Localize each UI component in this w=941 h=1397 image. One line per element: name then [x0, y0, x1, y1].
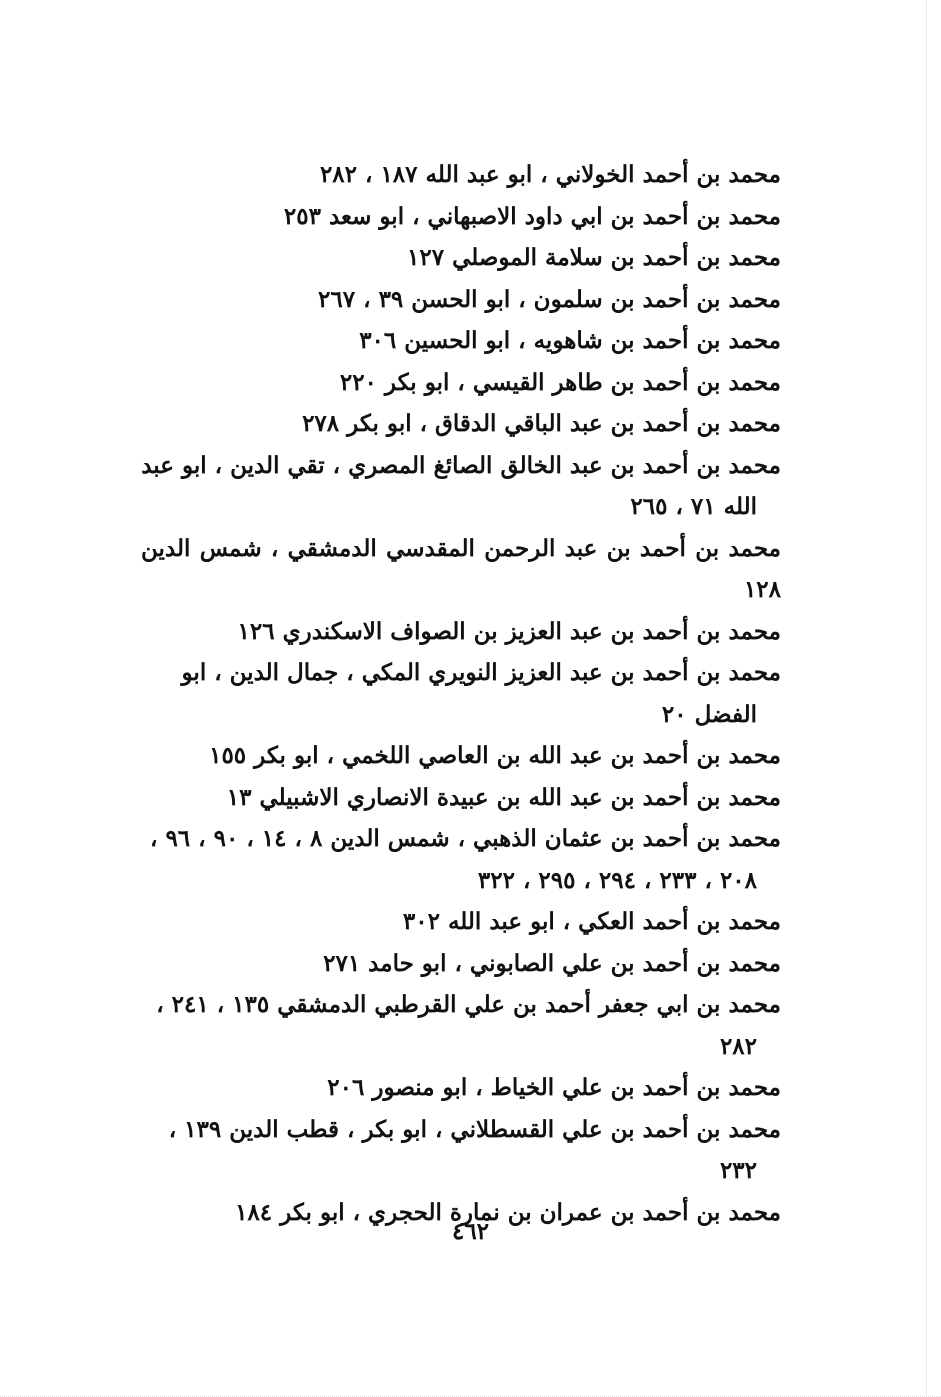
entry-text: محمد بن أحمد بن عبد الباقي الدقاق ، ابو بكر ٢٧٨ — [302, 410, 781, 437]
index-entry — [141, 777, 781, 819]
index-entry — [141, 1067, 781, 1109]
entry-text: محمد بن أحمد بن سلمون ، ابو الحسن ٣٩ ، ٢٦٧ — [318, 285, 781, 313]
entry-text: محمد بن ابي جعفر أحمد بن علي القرطبي الدمشقي ١٣٥ ، ٢٤١ ، — [156, 991, 781, 1018]
index-entry — [141, 901, 781, 943]
entry-text: محمد بن أحمد بن عثمان الذهبي ، شمس الدين ٨ ، ١٤ ، ٩٠ ، ٩٦ ، — [150, 825, 781, 852]
index-entry — [141, 984, 781, 1067]
entry-continuation: ٢٨٢ — [719, 1032, 757, 1060]
entry-text: محمد بن أحمد العكي ، ابو عبد الله ٣٠٢ — [402, 908, 781, 935]
index-entry — [141, 196, 781, 238]
index-entry — [141, 1109, 781, 1192]
entry-continuation: الفضل ٢٠ — [661, 700, 757, 728]
margin-dotted-line — [924, 0, 927, 1397]
index-entry — [141, 362, 781, 404]
entry-text: محمد بن أحمد بن سلامة الموصلي ١٢٧ — [407, 244, 781, 271]
index-entry — [141, 735, 781, 777]
entry-text: محمد بن أحمد بن عبد الله بن العاصي اللخمي ، ابو بكر ١٥٥ — [209, 742, 781, 769]
index-entry — [141, 943, 781, 985]
entry-text: محمد بن أحمد بن علي القسطلاني ، ابو بكر ، قطب الدين ١٣٩ ، — [168, 1115, 781, 1143]
index-entry — [141, 818, 781, 901]
entry-text: محمد بن أحمد بن عبد الخالق الصائغ المصري ، تقي الدين ، ابو عبد — [141, 451, 781, 479]
entry-text: محمد بن أحمد الخولاني ، ابو عبد الله ١٨٧ ، ٢٨٢ — [319, 161, 781, 188]
entry-continuation: الله ٧١ ، ٢٦٥ — [630, 493, 757, 520]
entry-text: محمد بن أحمد بن علي الصابوني ، ابو حامد ٢٧١ — [323, 949, 781, 977]
entry-text: محمد بن أحمد بن عبد الله بن عبيدة الانصاري الاشبيلي ١٣ — [226, 783, 781, 811]
entry-text: محمد بن أحمد بن طاهر القيسي ، ابو بكر ٢٢٠ — [339, 368, 781, 396]
index-entry — [141, 611, 781, 653]
index-entry — [141, 279, 781, 321]
entry-text: محمد بن أحمد بن عبد العزيز النويري المكي ، جمال الدين ، ابو — [181, 659, 781, 686]
entry-text: محمد بن أحمد بن عبد الرحمن المقدسي الدمشقي ، شمس الدين ١٢٨ — [141, 534, 781, 603]
index-entry — [141, 320, 781, 362]
index-entry — [141, 528, 781, 611]
entry-continuation: ٢٠٨ ، ٢٣٣ ، ٢٩٤ ، ٢٩٥ ، ٣٢٢ — [477, 866, 757, 894]
index-entries — [141, 154, 781, 1233]
index-entry — [141, 403, 781, 445]
entry-text: محمد بن أحمد بن عمران بن نمارة الحجري ، ابو بكر ١٨٤ — [235, 1198, 781, 1226]
entry-text: محمد بن أحمد بن علي الخياط ، ابو منصور ٢٠٦ — [327, 1074, 781, 1101]
entry-continuation: ٢٣٢ — [719, 1157, 757, 1184]
entry-text: محمد بن أحمد بن ابي داود الاصبهاني ، ابو سعد ٢٥٣ — [283, 202, 781, 230]
index-entry — [141, 445, 781, 528]
entry-text: محمد بن أحمد بن عبد العزيز بن الصواف الاسكندري ١٢٦ — [237, 617, 781, 645]
index-entry — [141, 652, 781, 735]
index-entry — [141, 237, 781, 279]
entry-text: محمد بن أحمد بن شاهويه ، ابو الحسين ٣٠٦ — [359, 327, 781, 354]
page-number: ٤٦٢ — [451, 1218, 490, 1245]
index-entry — [141, 154, 781, 196]
